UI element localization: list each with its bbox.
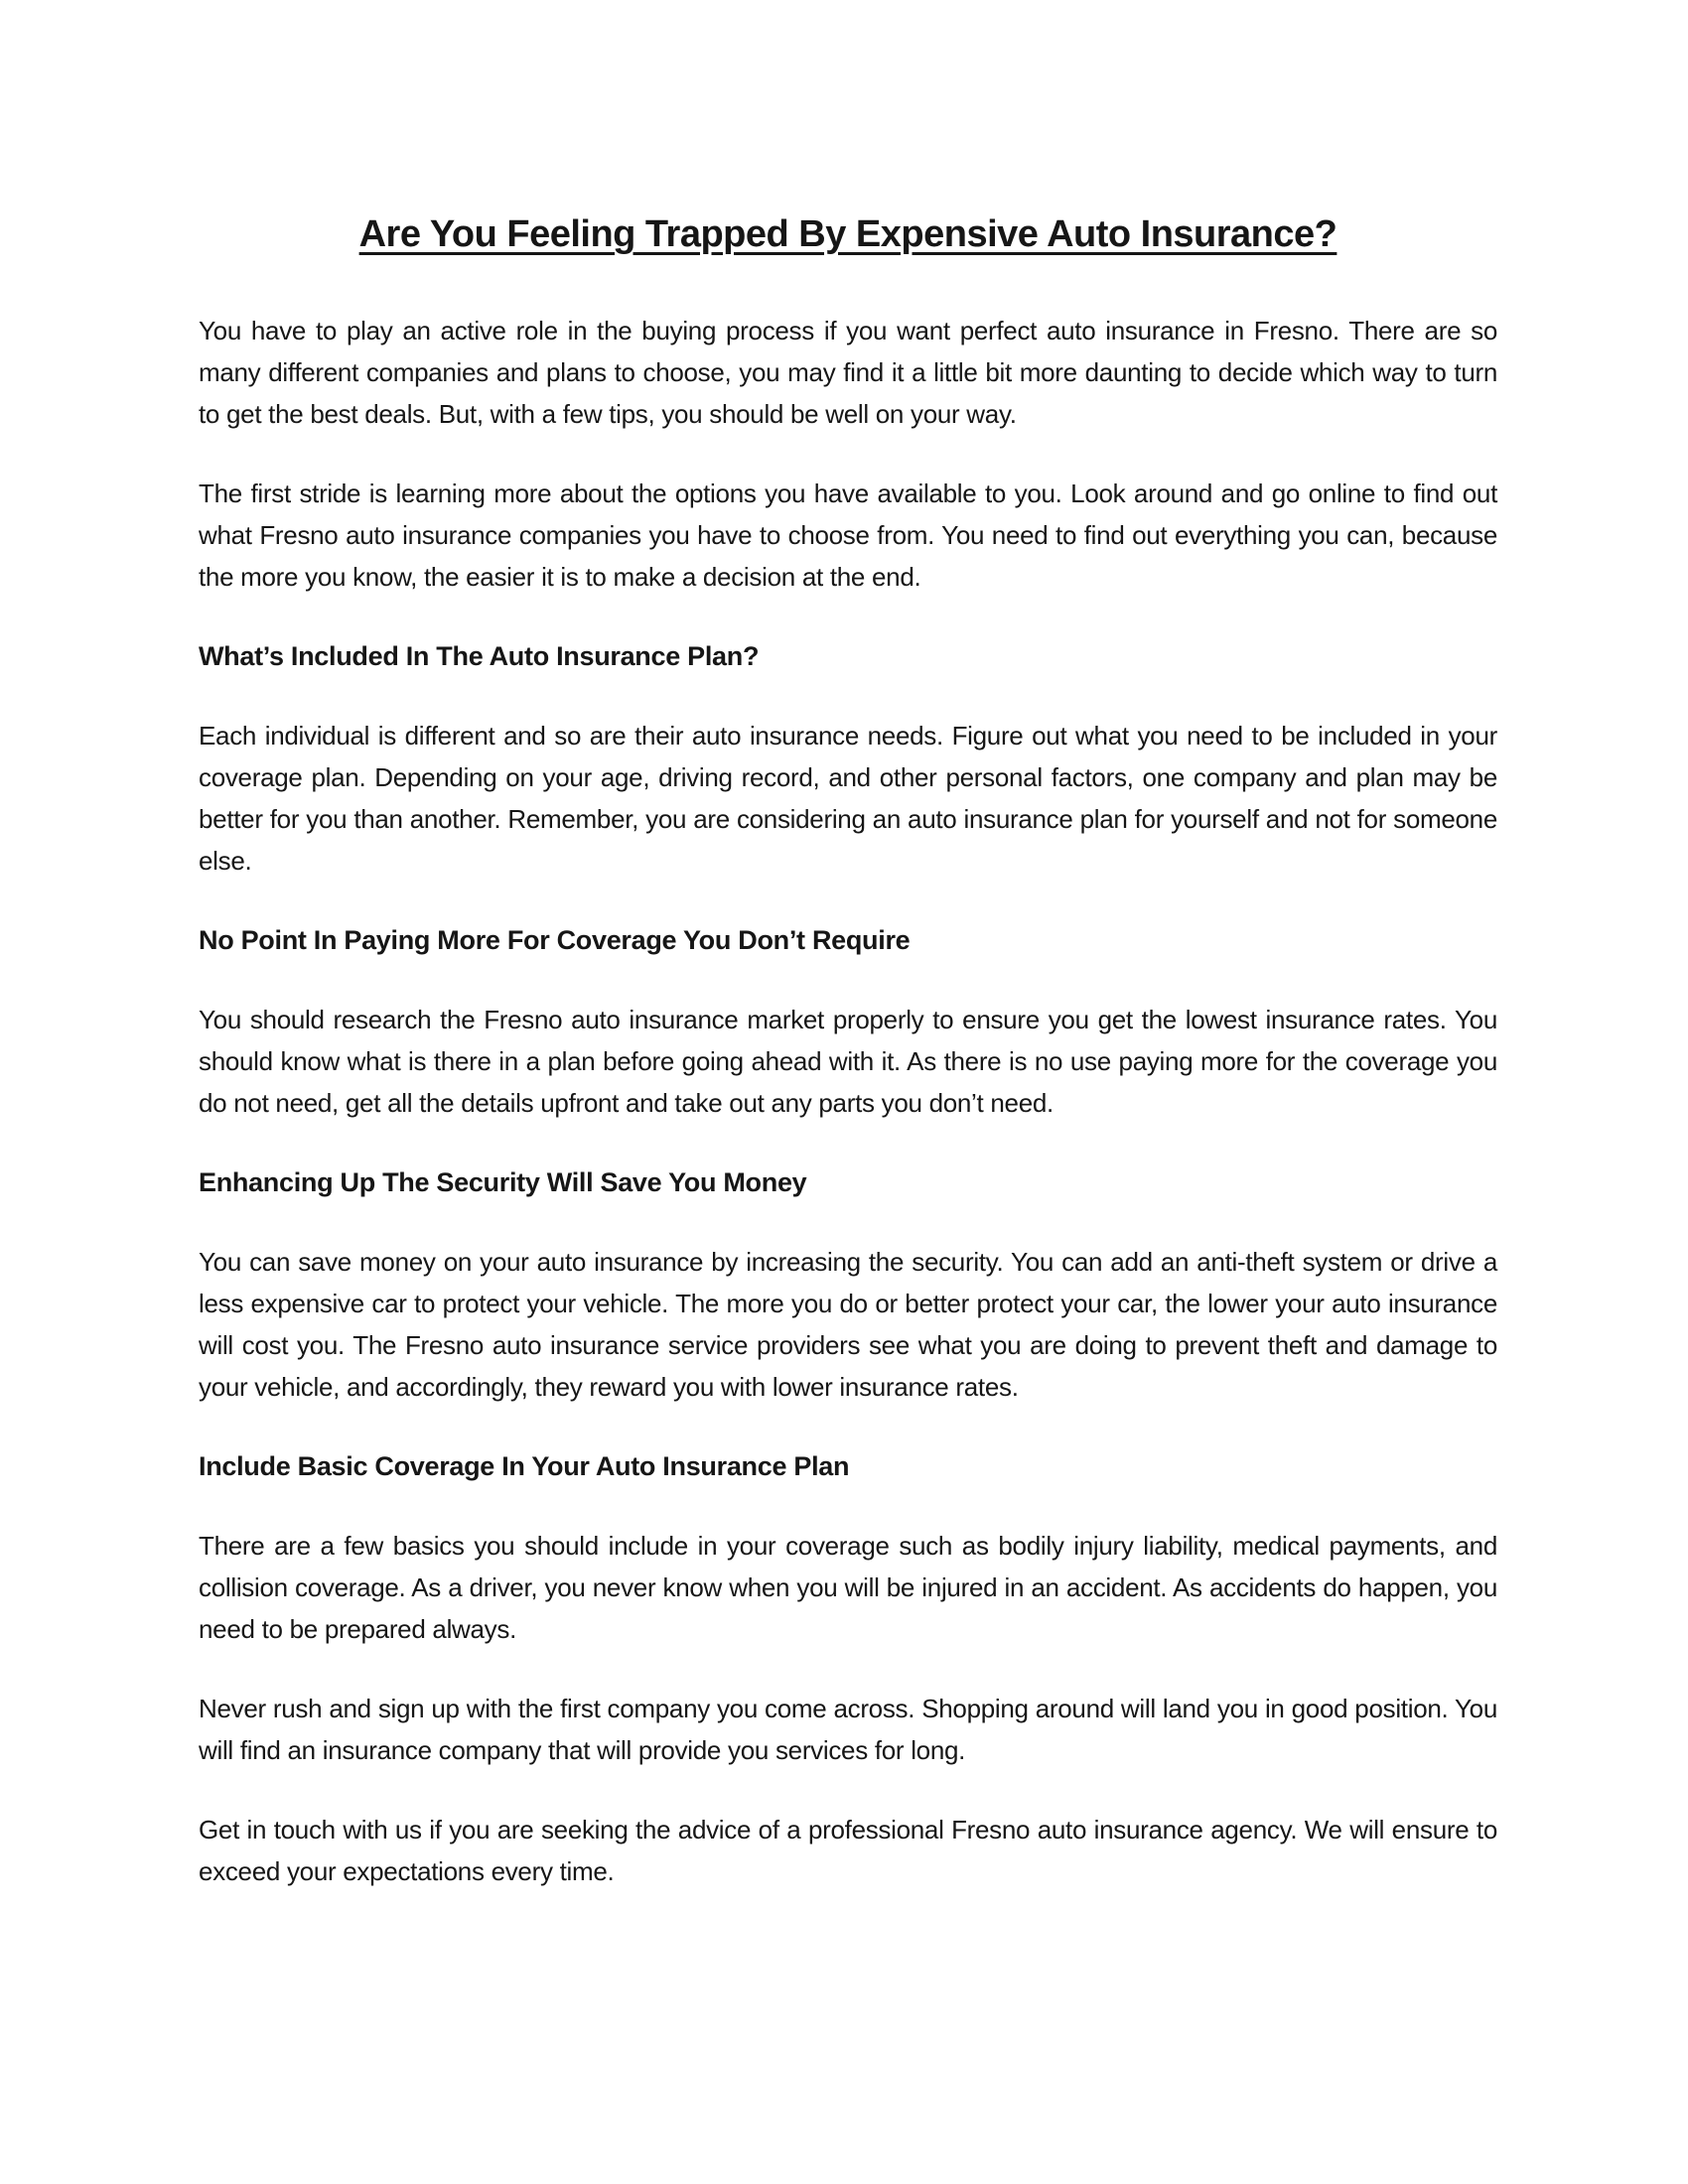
- paragraph-research-market: You should research the Fresno auto insurance market properly to ensure you get the lowest insurance rates. You should know what is there in a plan before going ahead with it. As there is no use paying more for the coverage you do not need, get all the details upfront and take out any parts you don’t need.: [199, 1005, 1497, 1118]
- heading-include-basic-coverage: Include Basic Coverage In Your Auto Insurance Plan: [199, 1451, 850, 1481]
- paragraph-never-rush: Never rush and sign up with the first company you come across. Shopping around will land you in good position. You will find an insurance company that will provide you services for long.: [199, 1694, 1497, 1765]
- heading-enhancing-security: Enhancing Up The Security Will Save You Money: [199, 1167, 807, 1197]
- paragraph-each-individual: Each individual is different and so are their auto insurance needs. Figure out what you need to be included in your coverage plan. Depending on your age, driving record, and other personal factors, one company and plan may be better for you than another. Remember, you are considering an auto insurance plan for yourself and not for someone else.: [199, 721, 1497, 876]
- paragraph-intro: You have to play an active role in the buying process if you want perfect auto insurance in Fresno. There are so many different companies and plans to choose, you may find it a little bit more daunting to decide which way to turn to get the best deals. But, with a few tips, you should be well on your way.: [199, 316, 1497, 429]
- paragraph-coverage-basics: There are a few basics you should include in your coverage such as bodily injury liability, medical payments, and collision coverage. As a driver, you never know when you will be injured in an accident. As accidents do happen, you need to be prepared always.: [199, 1531, 1497, 1644]
- heading-no-point-paying-more: No Point In Paying More For Coverage You Don’t Require: [199, 925, 911, 955]
- paragraph-save-money-security: You can save money on your auto insurance by increasing the security. You can add an anti-theft system or drive a less expensive car to protect your vehicle. The more you do or better protect your car, the lower your auto insurance will cost you. The Fresno auto insurance service providers see what you are doing to prevent theft and damage to your vehicle, and accordingly, they reward you with lower insurance rates.: [199, 1247, 1497, 1402]
- paragraph-first-stride: The first stride is learning more about the options you have available to you. Look around and go online to find out what Fresno auto insurance companies you have to choose from. You need to find out everything you can, because the more you know, the easier it is to make a decision at the end.: [199, 478, 1497, 592]
- document-title: Are You Feeling Trapped By Expensive Auto Insurance?: [358, 213, 1337, 255]
- paragraph-get-in-touch: Get in touch with us if you are seeking the advice of a professional Fresno auto insurance agency. We will ensure to exceed your expectations every time.: [199, 1815, 1497, 1886]
- heading-whats-included: What’s Included In The Auto Insurance Plan?: [199, 641, 760, 671]
